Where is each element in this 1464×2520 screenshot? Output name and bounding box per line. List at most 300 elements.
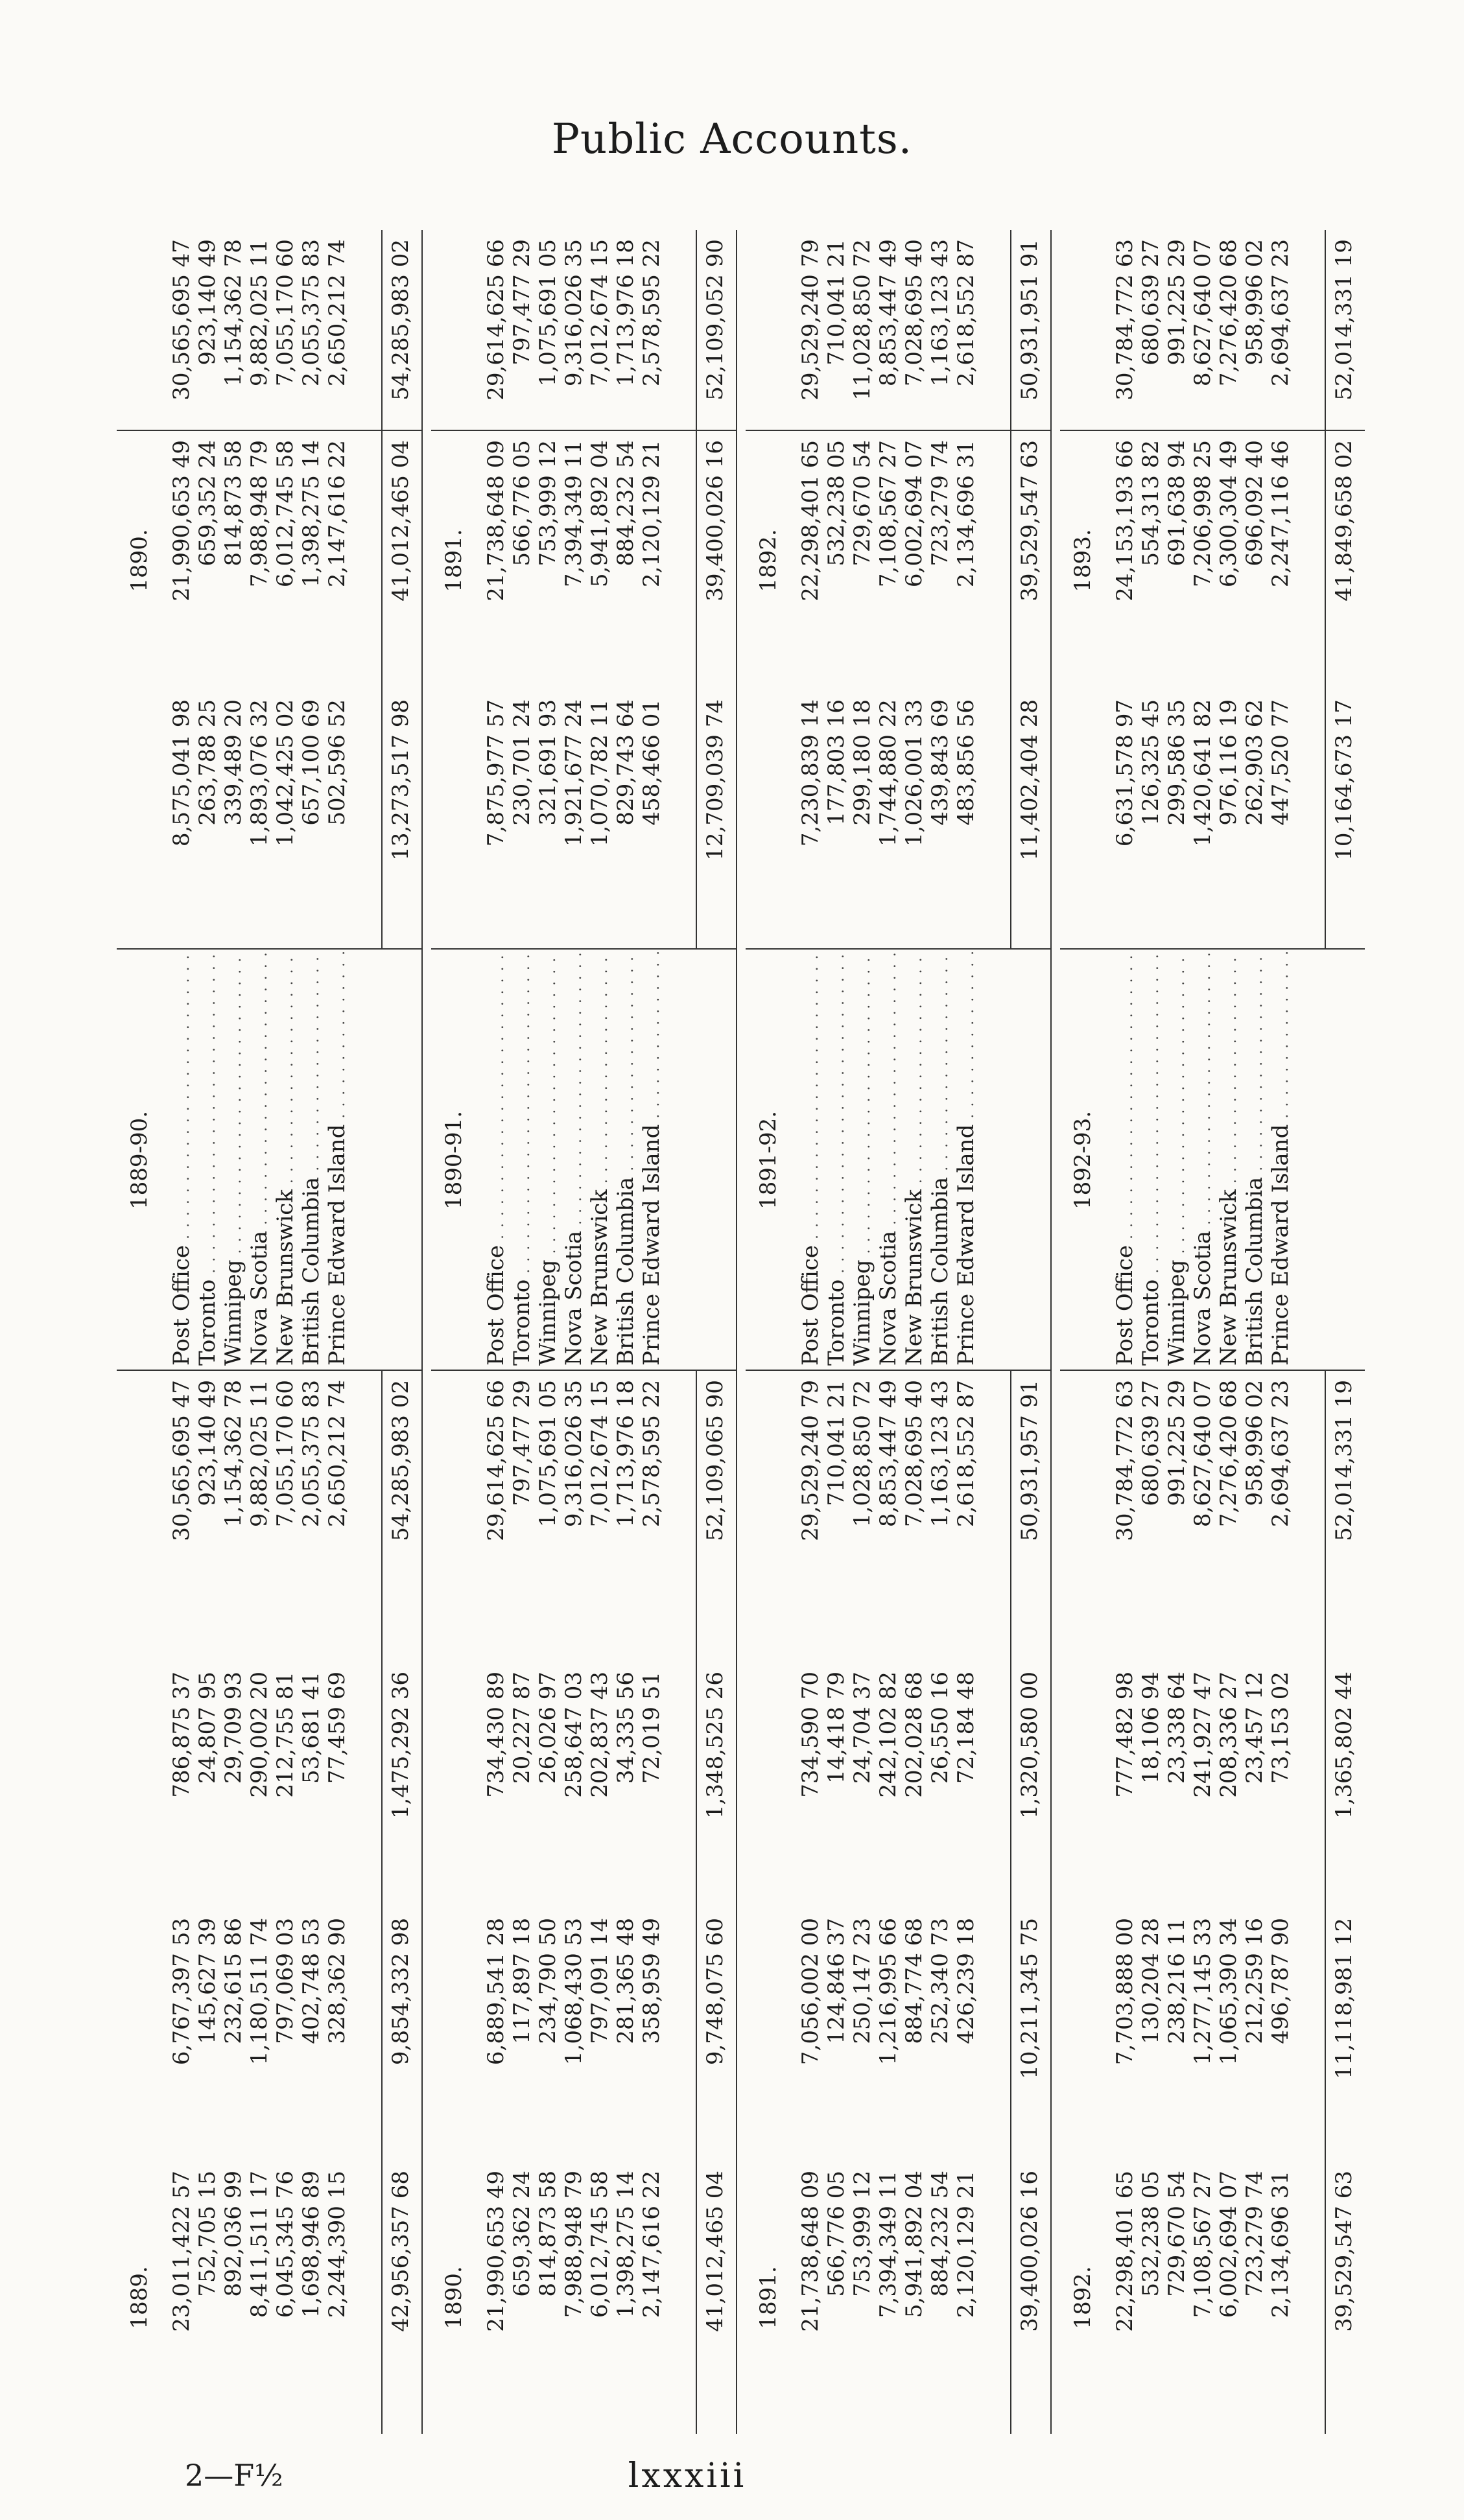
- office-label: Post Office . . .: [169, 950, 195, 1371]
- account-block: [431, 230, 737, 2434]
- amount-cell: 29,614,625 66: [483, 239, 509, 401]
- amount-cell: 7,703,888 00: [1112, 1918, 1138, 2066]
- amount-cell: 8,575,041 98: [169, 699, 195, 847]
- office-label: New Brunswick . . .: [901, 950, 927, 1371]
- amount-cell: 2,055,375 83: [298, 239, 324, 387]
- amount-cell: 2,618,552 87: [953, 1380, 979, 1528]
- amount-cell: 797,091 14: [587, 1918, 613, 2044]
- column-total: 1,320,580 00: [1010, 1662, 1048, 1909]
- amount-cell: 202,028 68: [901, 1672, 927, 1798]
- column-total: 13,273,517 98: [381, 690, 419, 950]
- amount-cell: 9,882,025 11: [246, 1380, 272, 1528]
- office-label: Winnipeg . . .: [220, 950, 246, 1371]
- amount-column: [117, 1371, 421, 1662]
- column-total: 41,012,465 04: [381, 431, 419, 690]
- office-label: Prince Edward Island . . .: [953, 950, 979, 1371]
- amount-cell: 6,012,745 58: [587, 2171, 613, 2318]
- amount-cell: 1,070,782 11: [587, 699, 613, 847]
- amount-cell: 21,990,653 49: [483, 2171, 509, 2332]
- office-label: Winnipeg . . .: [535, 950, 561, 1371]
- column-total: 39,400,026 16: [1010, 2162, 1048, 2434]
- office-label: Nova Scotia . . .: [246, 950, 272, 1371]
- amount-cell: 734,430 89: [483, 1672, 509, 1798]
- amount-cell: 1,075,691 05: [535, 239, 561, 387]
- amount-cell: 566,776 05: [823, 2171, 849, 2297]
- amount-cell: 1,028,850 72: [849, 1380, 875, 1528]
- column-total: 52,014,331 19: [1325, 230, 1362, 431]
- amount-cell: 7,055,170 60: [272, 1380, 298, 1528]
- amount-column: [431, 431, 736, 690]
- amount-cell: 21,738,648 09: [483, 440, 509, 601]
- column-heading: 1892.: [755, 529, 781, 592]
- column-total: 9,748,075 60: [696, 1909, 733, 2162]
- amount-cell: 23,011,422 57: [169, 2171, 195, 2332]
- amount-cell: 2,134,696 31: [1268, 2171, 1293, 2318]
- amount-cell: 2,147,616 22: [639, 2171, 665, 2318]
- office-label: Post Office . . .: [1112, 950, 1138, 1371]
- amount-cell: 117,897 18: [509, 1918, 535, 2044]
- amount-cell: 299,180 18: [849, 699, 875, 826]
- column-heading: 1892-93.: [1070, 1110, 1096, 1210]
- page-folio: lxxxiii: [628, 2456, 747, 2495]
- column-total: 1,475,292 36: [381, 1662, 419, 1909]
- amount-cell: 7,988,948 79: [246, 440, 272, 588]
- office-label: Toronto . . .: [823, 950, 849, 1371]
- column-total: 50,931,951 91: [1010, 230, 1048, 431]
- amount-cell: 53,681 41: [298, 1672, 324, 1784]
- amount-cell: 7,055,170 60: [272, 239, 298, 387]
- amount-column: [746, 2162, 1050, 2434]
- amount-column: [746, 230, 1050, 431]
- amount-cell: 21,738,648 09: [797, 2171, 823, 2332]
- office-label-column: [746, 950, 1050, 1371]
- amount-cell: 130,204 28: [1138, 1918, 1164, 2044]
- account-block: [1060, 230, 1365, 2434]
- amount-cell: 958,996 02: [1242, 1380, 1268, 1506]
- amount-cell: 9,316,026 35: [561, 239, 587, 387]
- amount-cell: 252,340 73: [927, 1918, 953, 2044]
- amount-cell: 126,325 45: [1138, 699, 1164, 826]
- amount-cell: 7,875,977 57: [483, 699, 509, 847]
- column-heading: 1892.: [1070, 2266, 1096, 2329]
- column-total: 1,348,525 26: [696, 1662, 733, 1909]
- office-label-column: [117, 950, 421, 1371]
- amount-cell: 1,713,976 18: [613, 239, 639, 387]
- office-label: British Columbia . . .: [298, 950, 324, 1371]
- amount-cell: 230,701 24: [509, 699, 535, 826]
- column-total: 10,211,345 75: [1010, 1909, 1048, 2162]
- account-block: [746, 230, 1052, 2434]
- amount-cell: 680,639 27: [1138, 239, 1164, 366]
- amount-column: [431, 690, 736, 950]
- column-total: 39,529,547 63: [1325, 2162, 1362, 2434]
- column-total: 42,956,357 68: [381, 2162, 419, 2434]
- amount-cell: 752,705 15: [195, 2171, 220, 2297]
- amount-cell: 258,647 03: [561, 1672, 587, 1798]
- amount-cell: 734,590 70: [797, 1672, 823, 1798]
- amount-cell: 30,565,695 47: [169, 1380, 195, 1541]
- amount-cell: 2,650,212 74: [324, 1380, 350, 1528]
- office-label: Post Office . . .: [797, 950, 823, 1371]
- office-label: New Brunswick . . .: [1216, 950, 1242, 1371]
- amount-cell: 502,596 52: [324, 699, 350, 826]
- sheet-signature: 2—F½: [185, 2458, 283, 2493]
- amount-cell: 1,163,123 43: [927, 1380, 953, 1528]
- amount-cell: 242,102 82: [875, 1672, 901, 1798]
- page-title: Public Accounts.: [551, 115, 913, 163]
- amount-cell: 1,154,362 78: [220, 239, 246, 387]
- amount-cell: 1,154,362 78: [220, 1380, 246, 1528]
- amount-cell: 483,856 56: [953, 699, 979, 826]
- amount-cell: 124,846 37: [823, 1918, 849, 2044]
- amount-column: [1060, 431, 1365, 690]
- column-total: 52,109,065 90: [696, 1371, 733, 1662]
- column-total: 39,400,026 16: [696, 431, 733, 690]
- amount-cell: 2,650,212 74: [324, 239, 350, 387]
- column-heading: 1889.: [126, 2266, 152, 2329]
- amount-cell: 696,092 40: [1242, 440, 1268, 566]
- amount-column: [431, 1662, 736, 1909]
- amount-cell: 26,550 16: [927, 1672, 953, 1784]
- amount-cell: 24,153,193 66: [1112, 440, 1138, 601]
- amount-cell: 8,411,511 17: [246, 2171, 272, 2318]
- office-label: British Columbia . . .: [613, 950, 639, 1371]
- amount-cell: 7,276,420 68: [1216, 239, 1242, 387]
- amount-cell: 657,100 69: [298, 699, 324, 826]
- amount-cell: 6,631,578 97: [1112, 699, 1138, 847]
- amount-cell: 1,042,425 02: [272, 699, 298, 847]
- amount-column: [1060, 1909, 1365, 2162]
- amount-cell: 1,921,677 24: [561, 699, 587, 847]
- office-label: Prince Edward Island . . .: [639, 950, 665, 1371]
- amount-cell: 7,108,567 27: [875, 440, 901, 588]
- amount-cell: 2,134,696 31: [953, 440, 979, 588]
- amount-cell: 923,140 49: [195, 1380, 220, 1506]
- amount-cell: 263,788 25: [195, 699, 220, 826]
- amount-column: [117, 431, 421, 690]
- amount-cell: 6,767,397 53: [169, 1918, 195, 2066]
- amount-cell: 2,244,390 15: [324, 2171, 350, 2318]
- column-heading: 1890.: [126, 529, 152, 592]
- amount-cell: 566,776 05: [509, 440, 535, 566]
- amount-cell: 29,614,625 66: [483, 1380, 509, 1541]
- amount-cell: 6,300,304 49: [1216, 440, 1242, 588]
- amount-column: [1060, 1662, 1365, 1909]
- amount-cell: 1,163,123 43: [927, 239, 953, 387]
- amount-cell: 7,230,839 14: [797, 699, 823, 847]
- amount-cell: 991,225 29: [1164, 239, 1190, 366]
- amount-cell: 29,529,240 79: [797, 239, 823, 401]
- amount-cell: 7,056,002 00: [797, 1918, 823, 2066]
- office-label: Nova Scotia . . .: [561, 950, 587, 1371]
- amount-cell: 208,336 27: [1216, 1672, 1242, 1798]
- amount-cell: 72,019 51: [639, 1672, 665, 1784]
- amount-cell: 321,691 93: [535, 699, 561, 826]
- office-label: Winnipeg . . .: [849, 950, 875, 1371]
- amount-cell: 923,140 49: [195, 239, 220, 366]
- amount-cell: 22,298,401 65: [797, 440, 823, 601]
- amount-cell: 241,927 47: [1190, 1672, 1216, 1798]
- amount-cell: 328,362 90: [324, 1918, 350, 2044]
- amount-cell: 1,398,275 14: [613, 2171, 639, 2318]
- amount-cell: 26,026 97: [535, 1672, 561, 1784]
- amount-cell: 458,466 01: [639, 699, 665, 826]
- amount-cell: 339,489 20: [220, 699, 246, 826]
- amount-cell: 73,153 02: [1268, 1672, 1293, 1784]
- column-heading: 1890-91.: [441, 1110, 467, 1210]
- amount-cell: 2,055,375 83: [298, 1380, 324, 1528]
- amount-cell: 23,457 12: [1242, 1672, 1268, 1784]
- amount-cell: 6,045,345 76: [272, 2171, 298, 2318]
- amount-cell: 680,639 27: [1138, 1380, 1164, 1506]
- amount-cell: 24,807 95: [195, 1672, 220, 1784]
- column-total: 41,012,465 04: [696, 2162, 733, 2434]
- amount-cell: 72,184 48: [953, 1672, 979, 1784]
- column-total: 41,849,658 02: [1325, 431, 1362, 690]
- amount-cell: 659,352 24: [195, 440, 220, 566]
- amount-cell: 7,988,948 79: [561, 2171, 587, 2318]
- amount-cell: 1,698,946 89: [298, 2171, 324, 2318]
- office-label: British Columbia . . .: [927, 950, 953, 1371]
- amount-cell: 814,873 58: [220, 440, 246, 566]
- column-heading: 1891.: [441, 529, 467, 592]
- amount-cell: 6,012,745 58: [272, 440, 298, 588]
- amount-cell: 212,755 81: [272, 1672, 298, 1798]
- account-block: [117, 230, 423, 2434]
- office-label: Winnipeg . . .: [1164, 950, 1190, 1371]
- amount-cell: 18,106 94: [1138, 1672, 1164, 1784]
- amount-cell: 29,709 93: [220, 1672, 246, 1784]
- column-total: 54,285,983 02: [381, 1371, 419, 1662]
- amount-cell: 7,276,420 68: [1216, 1380, 1242, 1528]
- amount-cell: 1,068,430 53: [561, 1918, 587, 2066]
- column-total: 52,109,052 90: [696, 230, 733, 431]
- amount-cell: 8,853,447 49: [875, 1380, 901, 1528]
- amount-cell: 202,837 43: [587, 1672, 613, 1798]
- amount-cell: 1,075,691 05: [535, 1380, 561, 1528]
- amount-cell: 884,232 54: [613, 440, 639, 566]
- amount-column: [746, 1662, 1050, 1909]
- amount-cell: 659,362 24: [509, 2171, 535, 2297]
- amount-cell: 299,586 35: [1164, 699, 1190, 826]
- amount-cell: 30,784,772 63: [1112, 1380, 1138, 1541]
- amount-cell: 797,477 29: [509, 239, 535, 366]
- amount-cell: 691,638 94: [1164, 440, 1190, 566]
- amount-cell: 30,565,695 47: [169, 239, 195, 401]
- amount-cell: 777,482 98: [1112, 1672, 1138, 1798]
- amount-column: [117, 1909, 421, 2162]
- amount-cell: 7,028,695 40: [901, 239, 927, 387]
- amount-cell: 958,996 02: [1242, 239, 1268, 366]
- amount-cell: 6,889,541 28: [483, 1918, 509, 2066]
- amount-cell: 23,338 64: [1164, 1672, 1190, 1784]
- column-total: 1,365,802 44: [1325, 1662, 1362, 1909]
- amount-cell: 2,694,637 23: [1268, 1380, 1293, 1528]
- amount-column: [431, 230, 736, 431]
- amount-cell: 1,026,001 33: [901, 699, 927, 847]
- office-label: Toronto . . .: [1138, 950, 1164, 1371]
- amount-cell: 238,216 11: [1164, 1918, 1190, 2044]
- office-label-column: [431, 950, 736, 1371]
- amount-column: [746, 690, 1050, 950]
- column-total: 54,285,983 02: [381, 230, 419, 431]
- amount-cell: 1,713,976 18: [613, 1380, 639, 1528]
- amount-cell: 20,227 87: [509, 1672, 535, 1784]
- amount-cell: 2,120,129 21: [639, 440, 665, 588]
- amount-cell: 723,279 74: [927, 440, 953, 566]
- amount-cell: 786,875 37: [169, 1672, 195, 1798]
- amount-column: [117, 2162, 421, 2434]
- office-label: Prince Edward Island . . .: [324, 950, 350, 1371]
- amount-cell: 262,903 62: [1242, 699, 1268, 826]
- amount-column: [746, 431, 1050, 690]
- amount-cell: 5,941,892 04: [901, 2171, 927, 2318]
- amount-cell: 892,036 99: [220, 2171, 246, 2297]
- amount-cell: 496,787 90: [1268, 1918, 1293, 2044]
- amount-cell: 554,313 82: [1138, 440, 1164, 566]
- amount-cell: 177,803 16: [823, 699, 849, 826]
- column-total: 11,402,404 28: [1010, 690, 1048, 950]
- amount-cell: 24,704 37: [849, 1672, 875, 1784]
- office-label: New Brunswick . . .: [272, 950, 298, 1371]
- amount-cell: 9,316,026 35: [561, 1380, 587, 1528]
- column-total: 9,854,332 98: [381, 1909, 419, 2162]
- amount-cell: 753,999 12: [849, 2171, 875, 2297]
- amount-cell: 1,398,275 14: [298, 440, 324, 588]
- amount-cell: 753,999 12: [535, 440, 561, 566]
- amount-column: [117, 690, 421, 950]
- amount-cell: 7,028,695 40: [901, 1380, 927, 1528]
- amount-column: [117, 1662, 421, 1909]
- column-total: 10,164,673 17: [1325, 690, 1362, 950]
- amount-cell: 7,012,674 15: [587, 1380, 613, 1528]
- column-total: 12,709,039 74: [696, 690, 733, 950]
- amount-cell: 21,990,653 49: [169, 440, 195, 601]
- amount-cell: 2,578,595 22: [639, 1380, 665, 1528]
- office-label: Toronto . . .: [509, 950, 535, 1371]
- amount-cell: 797,477 29: [509, 1380, 535, 1506]
- amount-cell: 2,147,616 22: [324, 440, 350, 588]
- amount-cell: 2,120,129 21: [953, 2171, 979, 2318]
- amount-column: [1060, 2162, 1365, 2434]
- amount-cell: 7,108,567 27: [1190, 2171, 1216, 2318]
- amount-cell: 1,216,995 66: [875, 1918, 901, 2066]
- amount-cell: 7,206,998 25: [1190, 440, 1216, 588]
- amount-cell: 5,941,892 04: [587, 440, 613, 588]
- office-label: Nova Scotia . . .: [1190, 950, 1216, 1371]
- amount-cell: 884,232 54: [927, 2171, 953, 2297]
- amount-cell: 976,116 19: [1216, 699, 1242, 826]
- amount-cell: 1,277,145 33: [1190, 1918, 1216, 2066]
- amount-cell: 710,041 21: [823, 239, 849, 366]
- amount-cell: 426,239 18: [953, 1918, 979, 2044]
- column-heading: 1891.: [755, 2266, 781, 2329]
- amount-cell: 145,627 39: [195, 1918, 220, 2044]
- amount-cell: 2,578,595 22: [639, 239, 665, 387]
- amount-column: [746, 1909, 1050, 2162]
- amount-cell: 710,041 21: [823, 1380, 849, 1506]
- amount-cell: 439,843 69: [927, 699, 953, 826]
- amount-cell: 6,002,694 07: [901, 440, 927, 588]
- column-total: 50,931,957 91: [1010, 1371, 1048, 1662]
- amount-column: [117, 230, 421, 431]
- amount-cell: 2,247,116 46: [1268, 440, 1293, 588]
- amount-cell: 797,069 03: [272, 1918, 298, 2044]
- amount-cell: 1,893,076 32: [246, 699, 272, 847]
- amount-column: [1060, 230, 1365, 431]
- office-label: New Brunswick . . .: [587, 950, 613, 1371]
- amount-column: [431, 1909, 736, 2162]
- column-total: 11,118,981 12: [1325, 1909, 1362, 2162]
- amount-column: [1060, 690, 1365, 950]
- amount-cell: 723,279 74: [1242, 2171, 1268, 2297]
- amount-cell: 11,028,850 72: [849, 239, 875, 401]
- amount-cell: 8,627,640 07: [1190, 239, 1216, 387]
- amount-cell: 9,882,025 11: [246, 239, 272, 387]
- amount-cell: 77,459 69: [324, 1672, 350, 1784]
- amount-cell: 30,784,772 63: [1112, 239, 1138, 401]
- office-label: British Columbia . . .: [1242, 950, 1268, 1371]
- amount-cell: 991,225 29: [1164, 1380, 1190, 1506]
- amount-cell: 7,394,349 11: [875, 2171, 901, 2318]
- amount-cell: 447,520 77: [1268, 699, 1293, 826]
- amount-column: [431, 2162, 736, 2434]
- amount-cell: 814,873 58: [535, 2171, 561, 2297]
- amount-cell: 7,012,674 15: [587, 239, 613, 387]
- amount-cell: 29,529,240 79: [797, 1380, 823, 1541]
- amount-cell: 729,670 54: [1164, 2171, 1190, 2297]
- amount-cell: 1,065,390 34: [1216, 1918, 1242, 2066]
- amount-cell: 2,694,637 23: [1268, 239, 1293, 387]
- amount-column: [746, 1371, 1050, 1662]
- amount-cell: 212,259 16: [1242, 1918, 1268, 2044]
- amount-cell: 532,238 05: [823, 440, 849, 566]
- office-label: Toronto . . .: [195, 950, 220, 1371]
- office-label: Nova Scotia . . .: [875, 950, 901, 1371]
- column-heading: 1891-92.: [755, 1110, 781, 1210]
- amount-cell: 34,335 56: [613, 1672, 639, 1784]
- amount-cell: 829,743 64: [613, 699, 639, 826]
- column-total: 39,529,547 63: [1010, 431, 1048, 690]
- amount-column: [1060, 1371, 1365, 1662]
- amount-cell: 8,853,447 49: [875, 239, 901, 387]
- amount-cell: 232,615 86: [220, 1918, 246, 2044]
- office-label-column: [1060, 950, 1365, 1371]
- amount-cell: 281,365 48: [613, 1918, 639, 2044]
- amount-cell: 22,298,401 65: [1112, 2171, 1138, 2332]
- amount-cell: 729,670 54: [849, 440, 875, 566]
- amount-cell: 1,420,641 82: [1190, 699, 1216, 847]
- amount-cell: 290,002 20: [246, 1672, 272, 1798]
- amount-cell: 402,748 53: [298, 1918, 324, 2044]
- amount-cell: 7,394,349 11: [561, 440, 587, 588]
- amount-cell: 2,618,552 87: [953, 239, 979, 387]
- amount-cell: 532,238 05: [1138, 2171, 1164, 2297]
- amount-cell: 884,774 68: [901, 1918, 927, 2044]
- office-label: Prince Edward Island . . .: [1268, 950, 1293, 1371]
- office-label: Post Office . . .: [483, 950, 509, 1371]
- column-heading: 1889-90.: [126, 1110, 152, 1210]
- amount-cell: 8,627,640 07: [1190, 1380, 1216, 1528]
- amount-cell: 1,180,511 74: [246, 1918, 272, 2066]
- amount-cell: 6,002,694 07: [1216, 2171, 1242, 2318]
- column-heading: 1890.: [441, 2266, 467, 2329]
- column-heading: 1893.: [1070, 529, 1096, 592]
- column-total: 52,014,331 19: [1325, 1371, 1362, 1662]
- amount-column: [431, 1371, 736, 1662]
- amount-cell: 358,959 49: [639, 1918, 665, 2044]
- amount-cell: 250,147 23: [849, 1918, 875, 2044]
